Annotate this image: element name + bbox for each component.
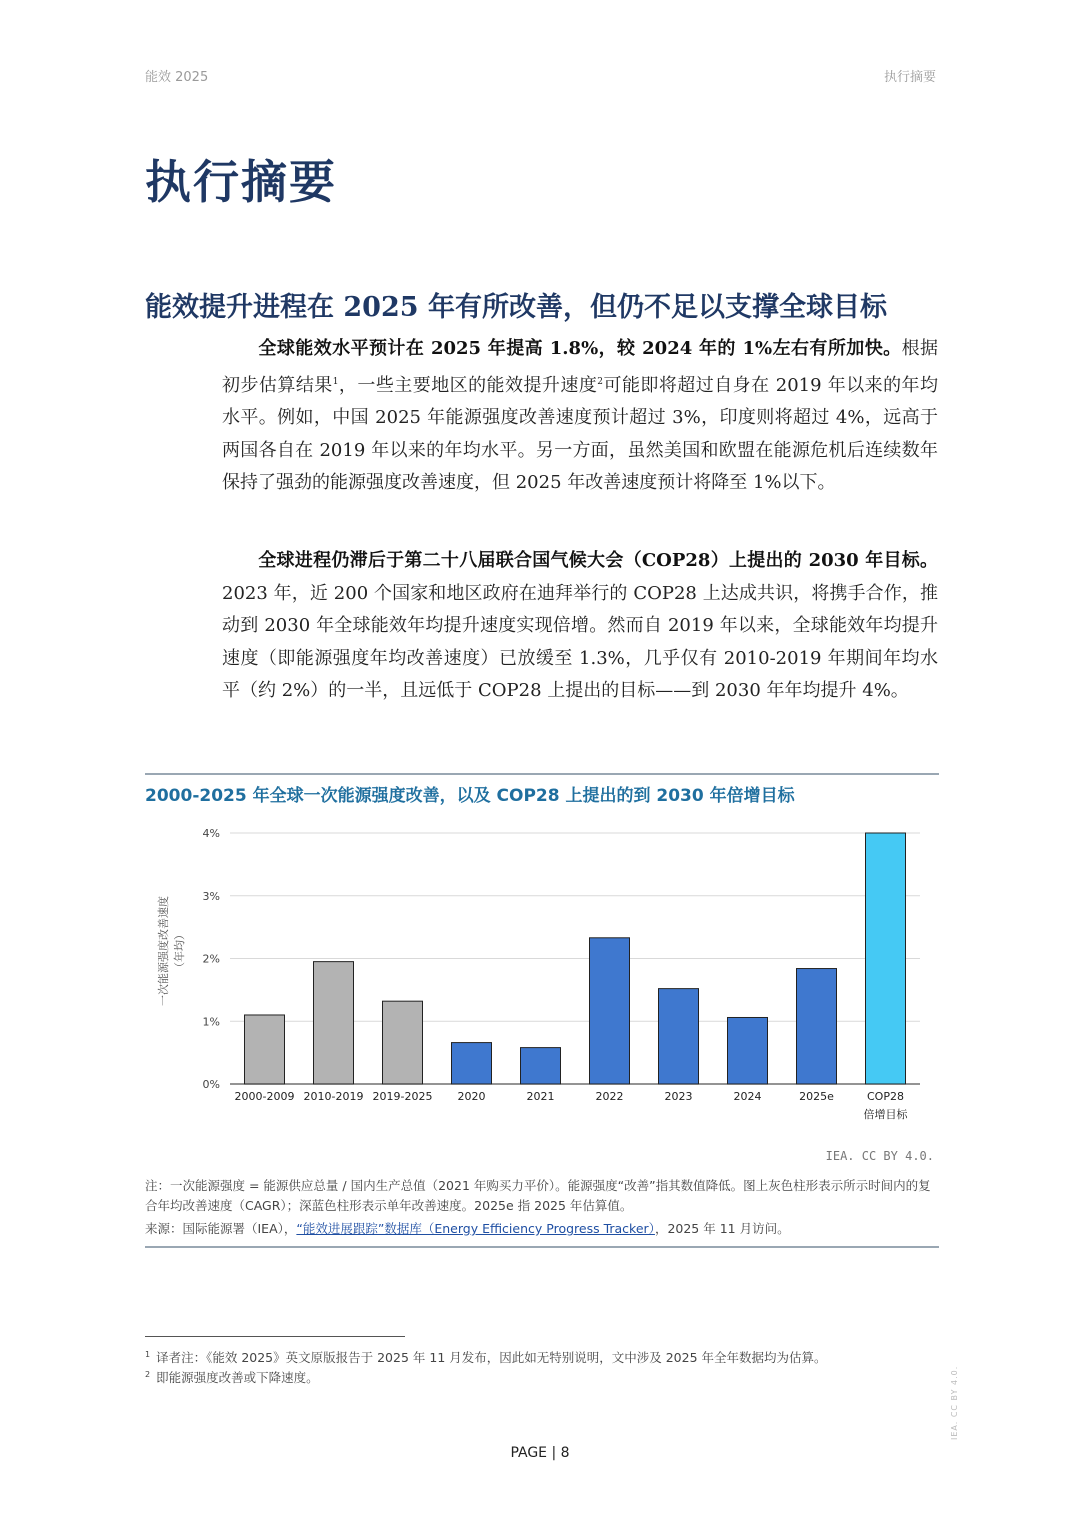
bar [866,833,906,1084]
section-heading: 能效提升进程在 2025 年有所改善，但仍不足以支撑全球目标 [145,292,887,323]
footnote-1-text: 译者注：《能效 2025》英文原版报告于 2025 年 11 月发布，因此如无特别说明，文中涉及 2025 年全年数据均为估算。 [156,1350,827,1365]
side-license: IEA. CC BY 4.0. [950,1365,959,1440]
figure-bottom-rule [145,1246,939,1248]
footnote-ref-1[interactable]: 1 [332,376,339,387]
y-tick-label: 4% [202,827,220,840]
bar [383,1001,423,1084]
bar-chart [145,818,939,1128]
bar [590,938,630,1084]
figure-source-suffix: ，2025 年 11 月访问。 [654,1221,790,1236]
x-tick-label: 2021 [526,1090,555,1103]
figure-credit: IEA. CC BY 4.0. [825,1149,934,1163]
y-tick-label: 1% [202,1015,220,1029]
bar [314,962,354,1084]
footnote-1-mark: 1 [145,1349,151,1359]
x-tick-label: COP28 [867,1090,904,1103]
x-tick-label: 2025e [799,1090,834,1103]
footnote-2 [145,1368,319,1386]
running-header-section: 执行摘要 [883,70,936,85]
footnote-2-text: 即能源强度改善或下降速度。 [156,1370,319,1385]
paragraph-2-lead: 全球进程仍滞后于第二十八届联合国气候大会（COP28）上提出的 2030 年目标。 [258,550,938,571]
y-tick-label: 2% [202,952,220,966]
figure-title: 2000-2025 年全球一次能源强度改善，以及 COP28 上提出的到 2030 年倍增目标 [145,786,795,806]
paragraph-1-text-a: 根据初步估算结果 [222,338,939,396]
figure-source-link[interactable]: “能效进展跟踪”数据库（Energy Efficiency Progress Tracker） [296,1221,655,1236]
x-tick-label: 2010-2019 [303,1090,364,1103]
x-tick-label: 2022 [595,1090,624,1103]
page-title: 执行摘要 [145,155,337,209]
figure-note: 注：一次能源强度 = 能源供应总量 / 国内生产总值（2021 年购买力平价）。能源强度“改善”指其数值降低。图上灰色柱形表示所示时间内的复合年均改善速度（CAGR）；深蓝色柱形表示单年改善速度。2025e 指 2025 年估算值。 [145,1178,931,1213]
figure-top-rule [145,773,939,775]
paragraph-1 [222,333,938,500]
footnote-1 [145,1348,827,1366]
x-tick-label: 2019-2025 [372,1090,433,1103]
x-tick-label: 2024 [733,1090,762,1103]
paragraph-1-text-c: 可能即将超过自身在 2019 年以来的年均水平。例如，中国 2025 年能源强度改善速度预计超过 3%，印度则将超过 4%，远高于两国各自在 2019 年以来的年均水平。另一方面，虽然美国和欧盟在能源危机后连续数年保持了强劲的能源强度改善速度，但 2025 年改善速度预计将降至 1%以下。 [222,374,939,493]
footnote-ref-2[interactable]: 2 [597,376,604,387]
y-tick-label: 3% [202,889,220,903]
footnote-2-mark: 2 [145,1369,151,1379]
x-tick-label: 2020 [457,1090,486,1103]
x-tick-label: 2000-2009 [234,1090,295,1103]
bar [797,969,837,1084]
bar [659,989,699,1084]
y-axis-label-sub: （年均） [173,929,186,973]
figure-source [145,1219,939,1239]
paragraph-1-text-b: ，一些主要地区的能效提升速度 [338,374,598,396]
x-tick-label: 2023 [664,1090,693,1103]
y-tick-label: 0% [202,1078,220,1091]
bar [521,1048,561,1084]
paragraph-2 [222,545,938,708]
bar [245,1015,285,1084]
paragraph-1-lead: 全球能效水平预计在 2025 年提高 1.8%，较 2024 年的 1%左右有所加快。 [258,338,902,359]
bar [452,1043,492,1084]
figure-source-prefix: 来源：国际能源署（IEA）， [145,1221,297,1236]
y-axis-label: 一次能源强度改善速度 [157,896,170,1006]
paragraph-2-text: 2023 年，近 200 个国家和地区政府在迪拜举行的 COP28 上达成共识，将携手合作，推动到 2030 年全球能效年均提升速度实现倍增。然而自 2019 年以来，全球能效年均提升速度（即能源强度年均改善速度）已放缓至 1.3%，几乎仅有 2010-2019 年期间年均水平（约 2%）的一半，且远低于 COP28 上提出的目标——到 2030 年年均提升 4%。 [222,582,938,701]
x-tick-sublabel: 倍增目标 [863,1108,908,1121]
running-header-title: 能效 2025 [145,70,209,85]
footnote-rule [145,1336,405,1337]
bar [728,1017,768,1084]
page-number: PAGE | 8 [510,1445,570,1461]
